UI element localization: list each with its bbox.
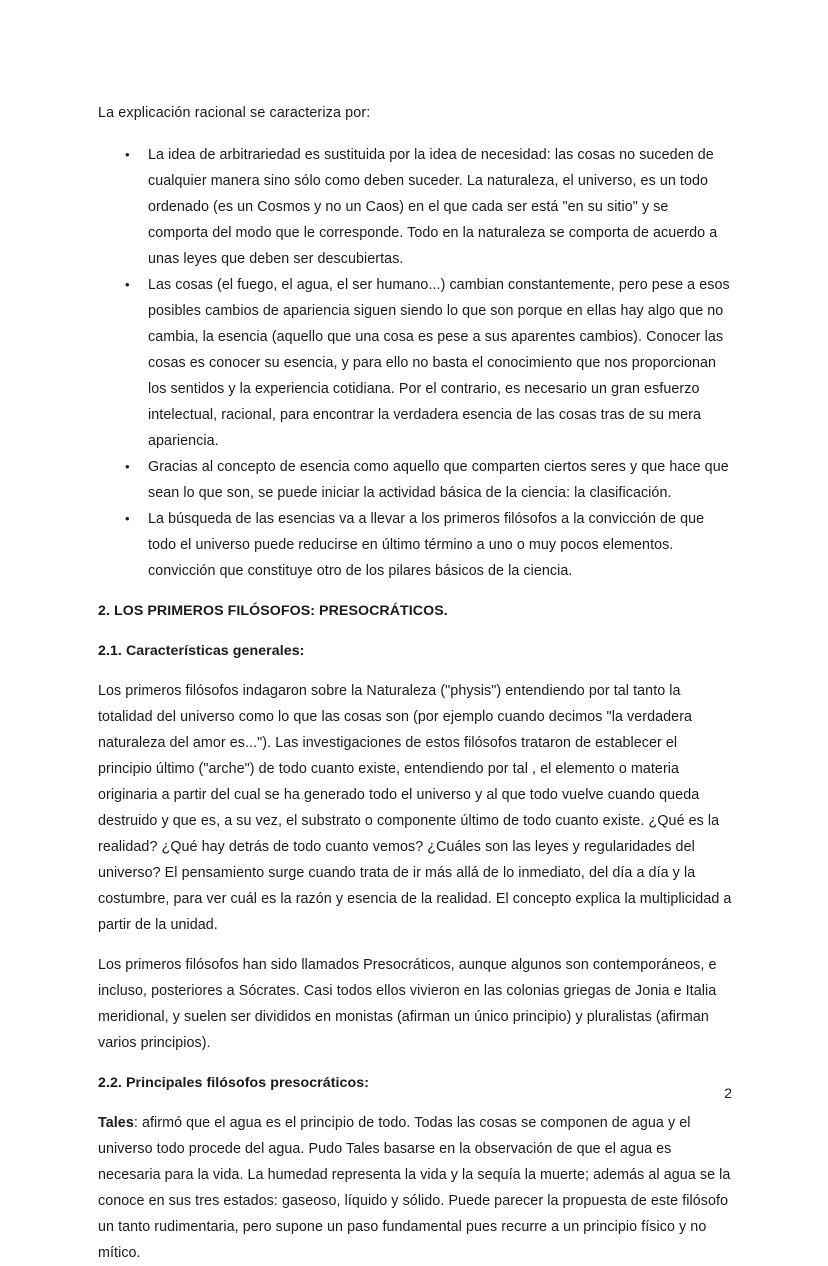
bullet-point-icon: • (125, 147, 130, 162)
list-item (98, 506, 732, 584)
list-item-text: La búsqueda de las esencias va a llevar a los primeros filósofos a la convicción de que todo el universo puede reducirse en último término a uno o muy pocos elementos. convicción que constituye otro de los pilares básicos de la ciencia. (148, 511, 705, 579)
page-number: 2 (724, 1085, 732, 1101)
bullet-point-icon: • (125, 459, 130, 474)
bullet-point-icon: • (125, 277, 130, 292)
list-item-text: Las cosas (el fuego, el agua, el ser humano...) cambian constantemente, pero pese a esos posibles cambios de apariencia siguen siendo lo que son porque en ellas hay algo que no cambia, la esencia (aquello que una cosa es pese a sus aparentes cambios). Conocer las cosas es conocer su esencia, y para ello no basta el conocimiento que nos proporcionan los sentidos y la experiencia cotidiana. Por el contrario, es necesario un gran esfuerzo intelectual, racional, para encontrar la verdadera esencia de las cosas tras de su mera apariencia. (148, 277, 730, 449)
list-item (98, 454, 732, 506)
philosopher-name-tales: Tales (98, 1115, 134, 1131)
subsection-heading-2-1: 2.1. Características generales: (98, 643, 305, 659)
characteristics-bullet-list (98, 142, 732, 584)
paragraph-physis: Los primeros filósofos indagaron sobre la Naturaleza ("physis") entendiendo por tal tanto la totalidad del universo como lo que las cosas son (por ejemplo cuando decimos "la verdadera naturaleza del amor es..."). Las investigaciones de estos filósofos trataron de establecer el principio último ("arche") de todo cuanto existe, entendiendo por tal , el elemento o materia originaria a partir del cual se ha generado todo el universo y al que todo vuelve cuando queda destruido y que es, a su vez, el substrato o componente último de todo cuanto existe. ¿Qué es la realidad? ¿Qué hay detrás de todo cuanto vemos? ¿Cuáles son las leyes y regularidades del universo? El pensamiento surge cuando trata de ir más allá de lo inmediato, del día a día y la costumbre, para ver cuál es la razón y esencia de la realidad. El concepto explica la multiplicidad a partir de la unidad. (98, 683, 732, 933)
section-heading-2: 2. LOS PRIMEROS FILÓSOFOS: PRESOCRÁTICOS. (98, 603, 448, 619)
bullet-point-icon: • (125, 511, 130, 526)
list-item (98, 142, 732, 272)
subsection-heading-2-2: 2.2. Principales filósofos presocráticos: (98, 1075, 369, 1091)
paragraph-tales (98, 1110, 732, 1266)
paragraph-presocraticos: Los primeros filósofos han sido llamados Presocráticos, aunque algunos son contemporáneos, e incluso, posteriores a Sócrates. Casi todos ellos vivieron en las colonias griegas de Jonia e Italia meridional, y suelen ser divididos en monistas (afirman un único principio) y pluralistas (afirman varios principios). (98, 957, 717, 1051)
intro-paragraph: La explicación racional se caracteriza por: (98, 105, 371, 121)
list-item-text: Gracias al concepto de esencia como aquello que comparten ciertos seres y que hace que sean lo que son, se puede iniciar la actividad básica de la ciencia: la clasificación. (148, 459, 729, 501)
list-item (98, 272, 732, 454)
paragraph-tales-text: : afirmó que el agua es el principio de todo. Todas las cosas se componen de agua y el universo todo procede del agua. Pudo Tales basarse en la observación de que el agua es necesaria para la vida. La humedad representa la vida y la sequía la muerte; además al agua se la conoce en sus tres estados: gaseoso, líquido y sólido. Puede parecer la propuesta de este filósofo un tanto rudimentaria, pero supone un paso fundamental pues recurre a un principio físico y no mítico. (98, 1115, 731, 1261)
list-item-text: La idea de arbitrariedad es sustituida por la idea de necesidad: las cosas no suceden de cualquier manera sino sólo como deben suceder. La naturaleza, el universo, es un todo ordenado (es un Cosmos y no un Caos) en el que cada ser está "en su sitio" y se comporta del modo que le corresponde. Todo en la naturaleza se comporta de acuerdo a unas leyes que deben ser descubiertas. (148, 147, 718, 267)
